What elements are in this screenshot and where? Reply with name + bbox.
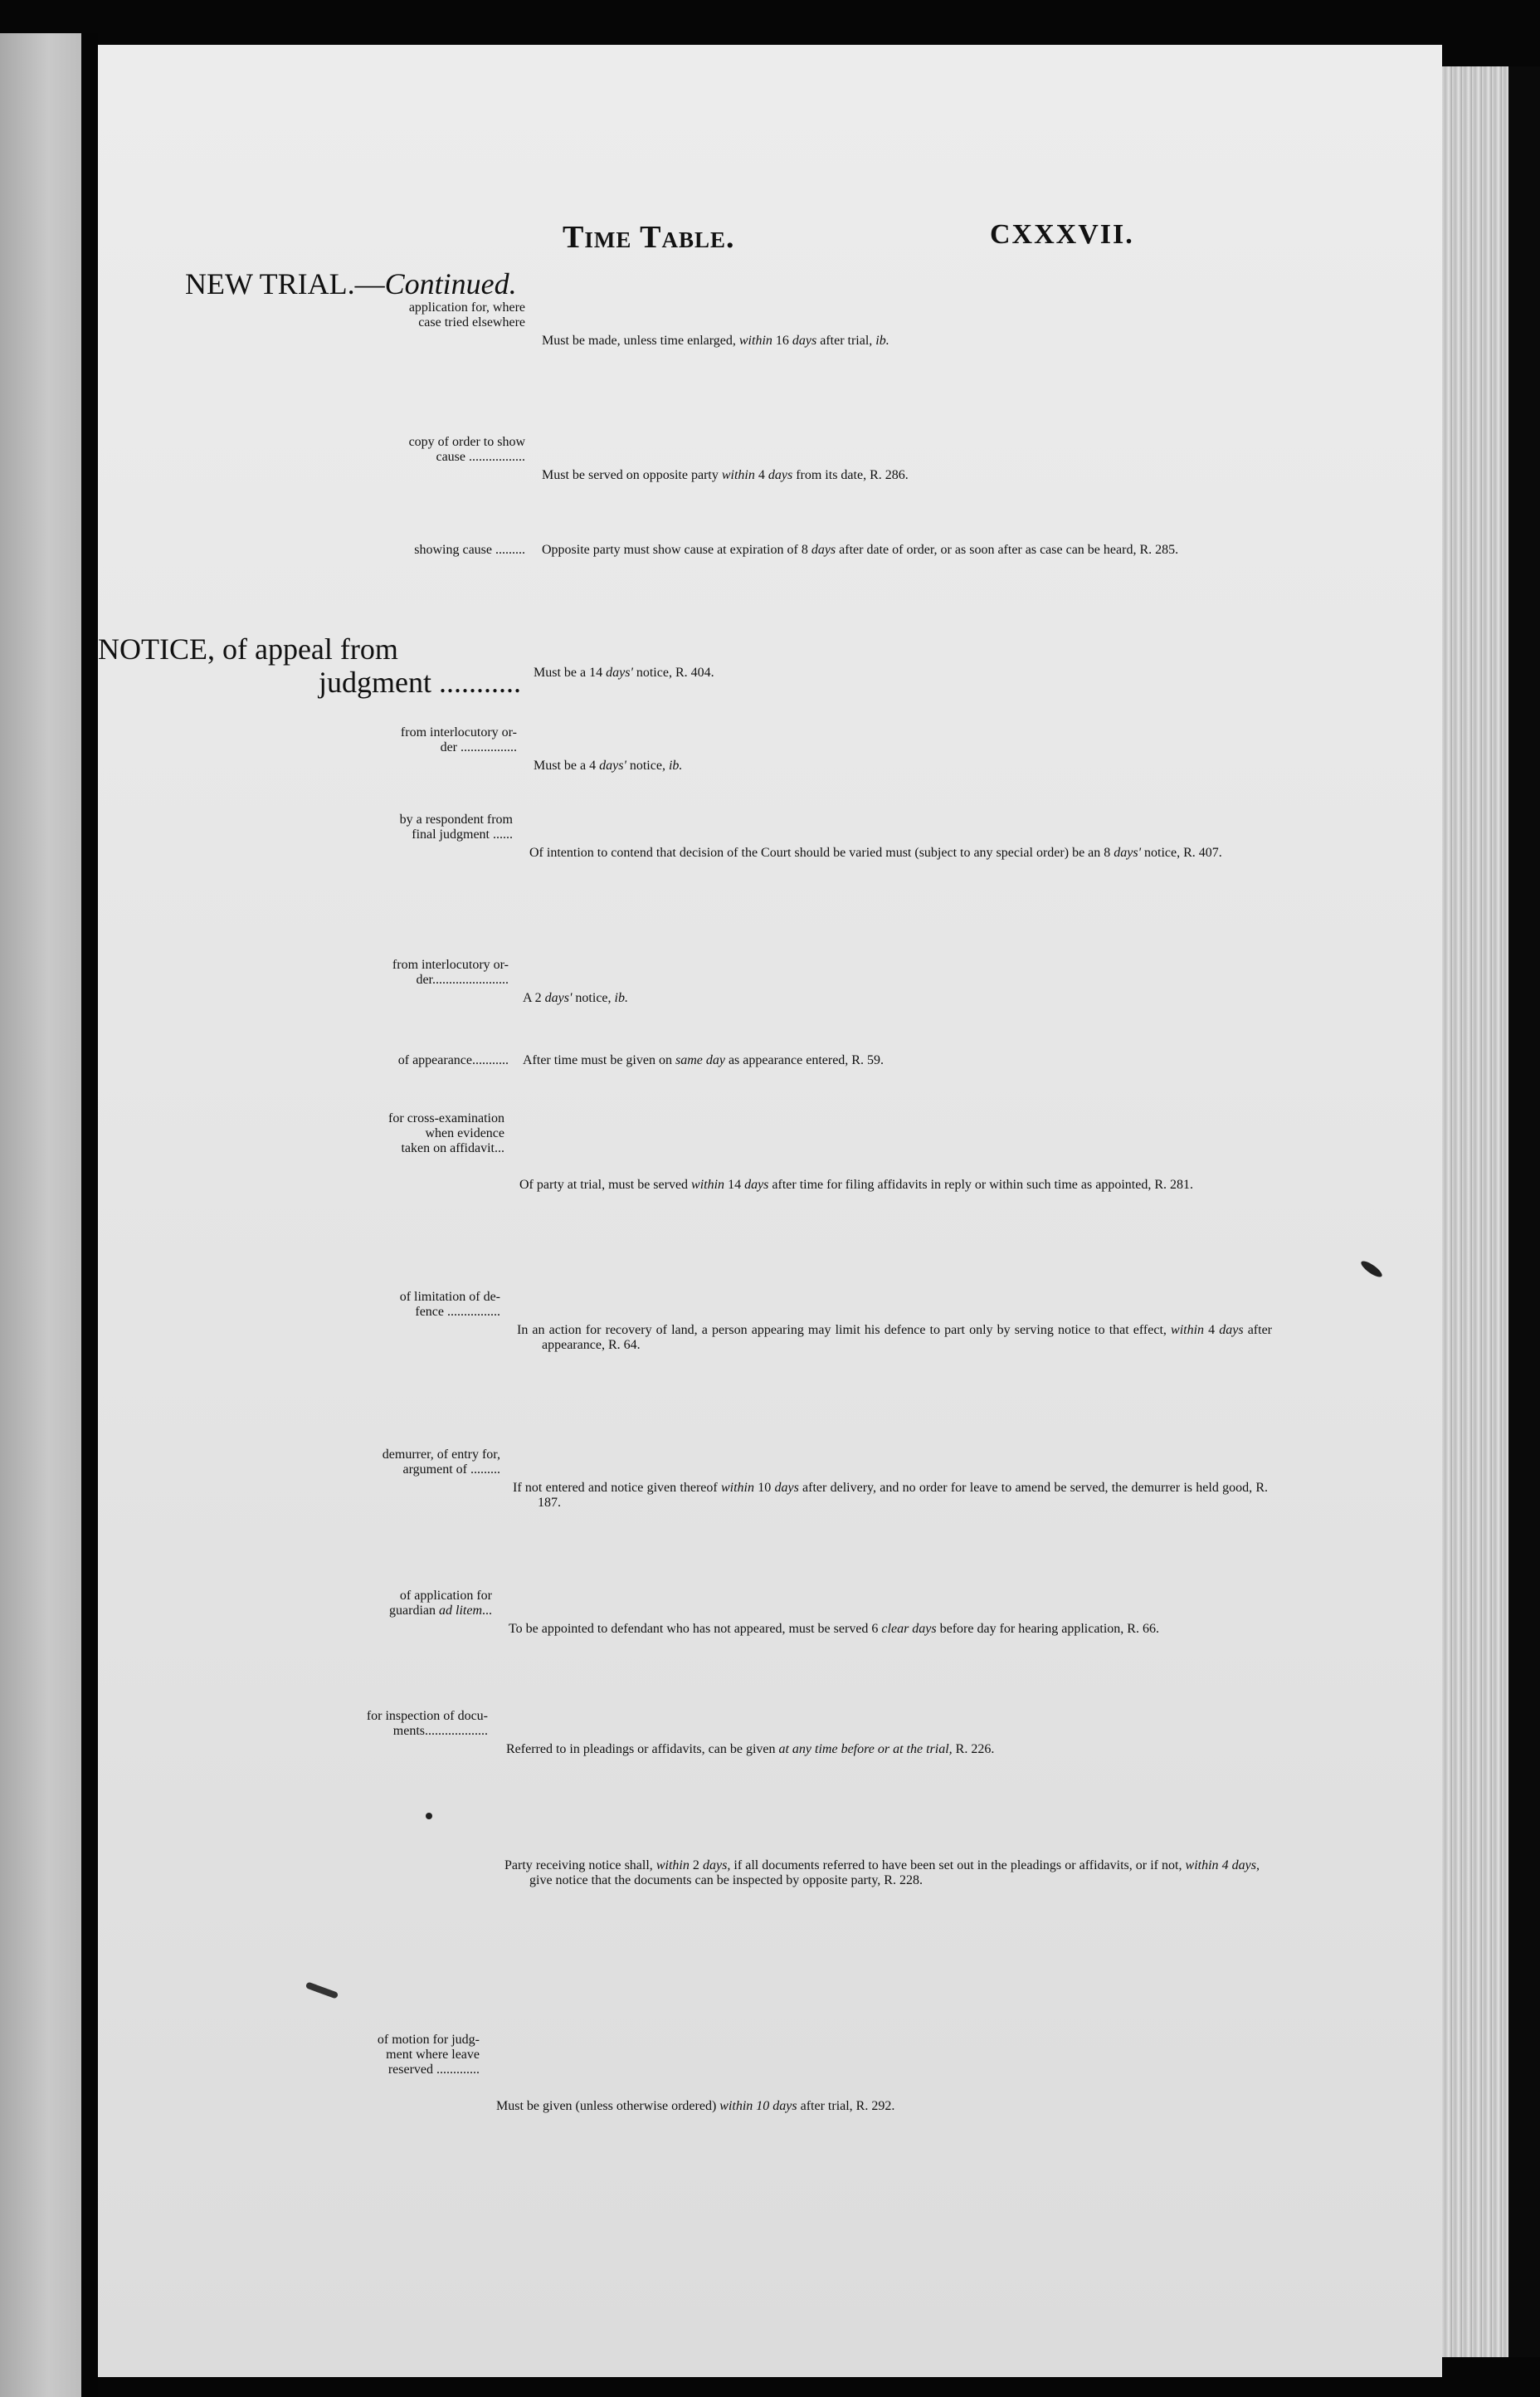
text-run: after delivery, and no order for leave to amend be served, the demurrer is held good, R. 187. <box>538 1481 1268 1510</box>
italic-run: ib. <box>668 759 683 773</box>
italic-run: same day <box>675 1053 725 1067</box>
term-text: of appearance <box>397 1053 472 1067</box>
entry-term <box>98 958 509 988</box>
text-run: if all documents referred to have been set out in the pleadings or affidavits, or if not, <box>730 1858 1186 1872</box>
entry-term <box>98 2033 480 2077</box>
entry-description <box>504 1858 1260 1888</box>
heading-suffix: Continued. <box>384 267 517 300</box>
entry-description <box>542 543 1297 558</box>
text-run: notice, <box>572 991 615 1005</box>
term-text: guardian <box>389 1604 439 1618</box>
entry-term <box>98 543 525 558</box>
section-heading-new-trial <box>185 267 517 300</box>
left-page-edge <box>0 33 81 2397</box>
heading-text: NOTICE, <box>98 632 215 666</box>
term-text: argument of <box>402 1462 467 1477</box>
term-line: guardian ad litem... <box>389 1604 492 1618</box>
term-line: cause ................. <box>436 450 525 464</box>
entry-description <box>534 759 1289 774</box>
text-run: 4 <box>1204 1323 1220 1337</box>
entry-term <box>98 1709 488 1739</box>
text-run: Must be a 4 <box>534 759 600 773</box>
ink-dot <box>426 1813 432 1819</box>
term-text: showing cause <box>414 543 492 557</box>
term-line: ments................... <box>392 1724 488 1738</box>
text-run: 10 <box>753 1481 775 1495</box>
entry-description <box>523 1053 1286 1068</box>
text-run: after trial, R. 292. <box>797 2099 895 2113</box>
term-text: reserved <box>387 2063 433 2077</box>
heading-text: NEW TRIAL.— <box>185 267 385 300</box>
term-line: der....................... <box>416 973 509 987</box>
term-text: cause <box>436 450 465 464</box>
entry-description <box>506 1742 1261 1757</box>
italic-run: days <box>792 334 817 348</box>
term-line: from interlocutory or- <box>400 725 517 740</box>
term-text: taken on affidavit <box>401 1141 495 1155</box>
time-table-body <box>98 45 1442 2377</box>
text-run: 16 <box>772 334 792 348</box>
text-run: after trial, <box>816 334 876 348</box>
term-line: by a respondent from <box>399 813 513 827</box>
ink-speck <box>1359 1258 1384 1279</box>
term-line: showing cause ......... <box>414 543 525 557</box>
entry-term <box>98 813 513 842</box>
text-run: Must be given (unless otherwise ordered) <box>496 2099 720 2113</box>
text-run: Must be made, unless time enlarged, <box>542 334 739 348</box>
term-line: demurrer, of entry for, <box>382 1447 500 1462</box>
term-line: for cross-examination <box>388 1111 504 1125</box>
entry-term <box>98 725 517 755</box>
term-line: case tried elsewhere <box>418 315 525 330</box>
italic-run: days <box>744 1178 769 1192</box>
term-text: ments <box>392 1724 425 1738</box>
entry-description <box>542 334 1297 349</box>
text-run: Of party at trial, must be served <box>519 1178 692 1192</box>
running-title: Time Table. <box>563 220 735 255</box>
book-page <box>98 45 1442 2377</box>
italic-run: days <box>1219 1323 1244 1337</box>
italic-run: days' <box>544 991 573 1005</box>
entry-description <box>534 666 1289 681</box>
page-number: CXXXVII. <box>990 219 1134 250</box>
term-line: copy of order to show <box>408 435 525 449</box>
term-text: der <box>440 740 457 754</box>
entry-term <box>98 1290 500 1320</box>
italic-run: days, <box>703 1858 731 1872</box>
entry-term <box>98 1111 504 1156</box>
entry-description <box>529 846 1284 861</box>
entry-term <box>98 1589 492 1618</box>
italic-run: within <box>691 1178 725 1192</box>
entry-description <box>517 1323 1272 1353</box>
term-line: of motion for judg- <box>377 2033 480 2047</box>
term-line: of application for <box>399 1589 492 1603</box>
text-run: 14 <box>724 1178 745 1192</box>
term-text: final judgment <box>412 827 490 842</box>
term-line: for inspection of docu- <box>366 1709 488 1723</box>
italic-run: ib. <box>875 334 889 348</box>
term-line: from interlocutory or- <box>392 958 509 972</box>
text-run: In an action for recovery of land, a person appearing may limit his defence to part only by serving notice to that effect, <box>517 1323 1172 1337</box>
italic-run: within <box>738 334 772 348</box>
term-line: final judgment ...... <box>412 827 513 842</box>
page-edges-shadow <box>1508 66 1540 2357</box>
page-edges <box>1442 66 1508 2357</box>
text-run: after time for filing affidavits in reply or within such time as appointed, R. 281. <box>768 1178 1193 1192</box>
text-run: R. 226. <box>952 1742 995 1756</box>
text-run: after date of order, or as soon after as case can be heard, R. 285. <box>836 543 1179 557</box>
book-spine <box>81 33 98 2397</box>
italic-run: at any time before or at the trial, <box>778 1742 953 1756</box>
italic-run: ib. <box>614 991 628 1005</box>
text-run: Of intention to contend that decision of the Court should be varied must (subject to any special order) be an 8 <box>529 846 1114 860</box>
entry-description <box>509 1622 1264 1637</box>
text-run: notice, R. 407. <box>1141 846 1222 860</box>
text-run: A 2 <box>523 991 545 1005</box>
term-line: when evidence <box>425 1126 504 1140</box>
text-run: Referred to in pleadings or affidavits, can be given <box>506 1742 779 1756</box>
text-run: Party receiving notice shall, <box>504 1858 656 1872</box>
italic-run: within <box>720 1481 754 1495</box>
italic-run: days' <box>599 759 626 773</box>
term-line: argument of ......... <box>402 1462 500 1477</box>
term-line: taken on affidavit... <box>401 1141 504 1155</box>
text-run: 4 <box>754 468 768 482</box>
italic-run: within <box>721 468 755 482</box>
text-run: To be appointed to defendant who has not appeared, must be served 6 <box>509 1622 882 1636</box>
term-line: of limitation of de- <box>399 1290 500 1304</box>
text-run: If not entered and notice given thereof <box>513 1481 721 1495</box>
term-line: reserved ............. <box>387 2063 480 2077</box>
term-italic: ad litem <box>439 1604 482 1618</box>
text-run: Must be served on opposite party <box>542 468 722 482</box>
text-run: before day for hearing application, R. 66. <box>936 1622 1159 1636</box>
entry-description <box>519 1178 1274 1193</box>
text-run: after appearance, R. 64. <box>542 1323 1273 1352</box>
entry-description <box>542 468 1297 483</box>
italic-run: days' <box>606 666 633 680</box>
text-run: give notice that the documents can be inspected by opposite party, R. 228. <box>529 1873 923 1887</box>
term-text: der <box>416 973 432 987</box>
text-run: notice, <box>626 759 669 773</box>
term-line: of appearance........... <box>397 1053 509 1067</box>
text-run: Must be a 14 <box>534 666 607 680</box>
entry-description <box>513 1481 1268 1511</box>
text-run: as appearance entered, R. 59. <box>724 1053 884 1067</box>
term-line: der ................. <box>440 740 517 754</box>
pen-mark <box>305 1981 339 1999</box>
italic-run: clear days <box>881 1622 937 1636</box>
heading-line2: judgment <box>319 666 431 699</box>
entry-description <box>496 2099 1251 2114</box>
term-line: fence ................ <box>415 1305 500 1319</box>
text-run: After time must be given on <box>523 1053 675 1067</box>
italic-run: days' <box>1114 846 1142 860</box>
text-run: notice, R. 404. <box>632 666 714 680</box>
text-run: from its date, R. 286. <box>792 468 909 482</box>
heading-rest: of appeal from <box>222 632 398 666</box>
term-text: fence <box>415 1305 444 1319</box>
entry-description <box>523 991 1278 1006</box>
text-run: 2 <box>689 1858 703 1872</box>
italic-run: within <box>1171 1323 1205 1337</box>
entry-term <box>98 435 525 465</box>
entry-term <box>98 1447 500 1477</box>
term-line: ment where leave <box>386 2048 480 2062</box>
italic-run: days <box>768 468 793 482</box>
text-run: Opposite party must show cause at expiration of 8 <box>542 543 811 557</box>
term-line: application for, where <box>408 300 525 315</box>
entry-term <box>98 300 525 330</box>
italic-run: days <box>811 543 836 557</box>
section-heading-notice: NOTICE, of appeal from judgment ........... <box>98 632 521 699</box>
italic-run: within 10 days <box>719 2099 797 2113</box>
italic-run: within 4 days, <box>1185 1858 1260 1872</box>
italic-run: days <box>774 1481 799 1495</box>
italic-run: within <box>655 1858 690 1872</box>
entry-term <box>98 1053 509 1068</box>
